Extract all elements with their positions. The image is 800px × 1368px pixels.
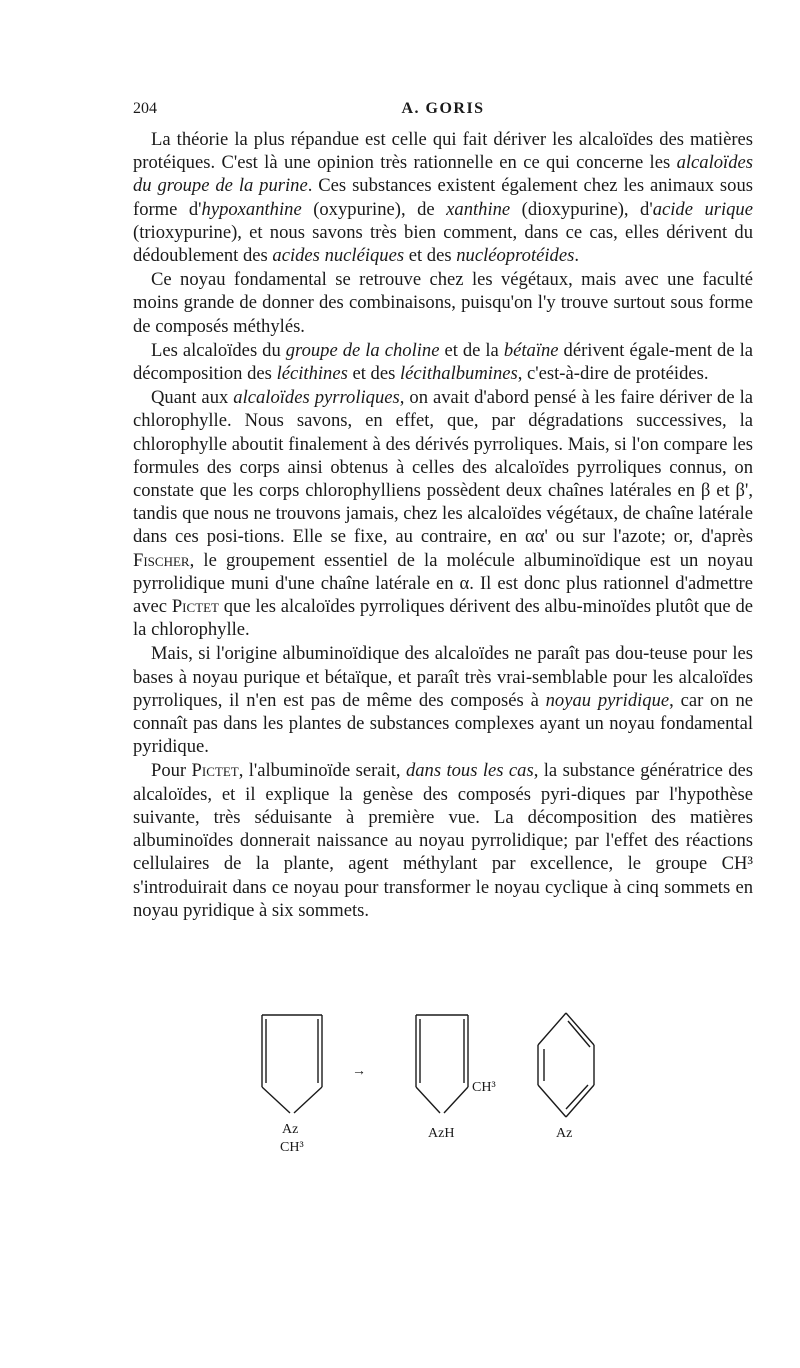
text-run: et des [404, 245, 457, 267]
ring1-atom-label: Az [282, 1122, 299, 1137]
text-run: et de la [439, 339, 504, 361]
text-run: La théorie la plus répandue est celle qui fait dériver les alcaloïdes des matières protéiques. C'est là une opinion très rationnelle en ce qui concerne les [133, 129, 753, 174]
text-run: Pour [151, 760, 192, 782]
text-run: . [574, 245, 579, 267]
text-run: , car on ne connaît pas dans les plantes de substances complexes ayant un noyau fondamental pyridique. [133, 689, 754, 758]
text-run: , le groupement essentiel de la molécule albuminoïdique est un noyau pyrrolidique muni d'une chaîne latérale en α. Il est donc plus rationnel d'admettre avec [133, 549, 753, 618]
text-run: , c'est-à-dire de protéides. [517, 363, 709, 385]
ring-transformation-figure [230, 995, 630, 1165]
pyrrole-ring-structure [262, 1015, 322, 1113]
body-text [133, 128, 753, 922]
italic-term: lécithines [276, 363, 348, 385]
ring2-substituent-label: CH³ [472, 1080, 496, 1095]
italic-term: hypoxanthine [201, 198, 302, 220]
author-name: Pictet [171, 596, 219, 618]
text-run: (oxypurine), de [301, 198, 447, 220]
italic-term: groupe de la choline [285, 339, 440, 361]
text-run: (dioxypurine), d' [510, 198, 653, 220]
text-run: et des [347, 363, 400, 385]
ring1-substituent-label: CH³ [280, 1140, 304, 1155]
author-name: Pictet [191, 760, 239, 782]
text-run: , l'albuminoïde serait, [238, 760, 406, 782]
text-run: Mais, si l'origine albuminoïdique des alcaloïdes ne paraît pas dou-teuse pour les bases à noyau purique et bétaïque, et paraît très vrai-semblable pour les alcaloïdes pyrroliques, il n'en est pas de même des composés à [133, 643, 753, 711]
italic-term: alcaloïdes pyrroliques [233, 387, 400, 409]
italic-term: bétaïne [503, 339, 559, 361]
text-run: dérivent égale-ment de la décomposition des [133, 339, 753, 385]
paragraph [133, 642, 753, 758]
paragraph [133, 339, 753, 385]
text-run: , la substance génératrice des alcaloïdes, et il explique la genèse des composés pyri-diques par l'hypothèse suivante, très séduisante à première vue. La décomposition des matières albuminoïdes donnerait naissance au noyau pyrrolidique; par l'effet des réactions cellulaires de la plante, agent méthylant par excellence, le groupe CH³ s'introduirait dans ce noyau pour transformer le noyau cyclique à cinq sommets en noyau pyridique à six sommets. [133, 760, 754, 921]
text-run: Les alcaloïdes du [151, 339, 286, 361]
author-name: Fischer [133, 549, 190, 571]
italic-term: acide urique [652, 198, 753, 220]
text-run: , on avait d'abord pensé à les faire dériver de la chlorophylle. Nous savons, en effet, que, par dégradations successives, la chlorophylle aboutit finalement à des dérivés pyrroliques. Mais, si l'on compare les formules des corps ainsi obtenus à celles des alcaloïdes pyrroliques connus, on constate que les corps chlorophylliens possèdent deux chaînes latérales en β et β', tandis que nous ne trouvons jamais, chez les alcaloïdes végétaux, de chaîne latérale dans ces posi-tions. Elle se fixe, au contraire, en αα' ou sur l'azote; or, d'après [133, 387, 753, 548]
italic-term: dans tous les cas [405, 760, 534, 782]
italic-term: noyau pyridique [545, 689, 670, 711]
page-header [133, 100, 753, 124]
ring3-atom-label: Az [556, 1126, 573, 1141]
ring2-atom-label: AzH [428, 1126, 455, 1141]
paragraph [133, 386, 753, 641]
text-run: que les alcaloïdes pyrroliques dérivent des albu-minoïdes plutôt que de la chlorophylle. [133, 596, 753, 641]
italic-term: xanthine [446, 198, 511, 220]
pyrrolidine-ring-structure [416, 1015, 468, 1113]
text-run: (trioxypurine), et nous savons très bien comment, dans ce cas, elles dérivent du dédoublement des [133, 221, 753, 267]
chemical-diagram [230, 995, 630, 1165]
italic-term: lécithalbumines [400, 363, 518, 385]
text-run: Ce noyau fondamental se retrouve chez les végétaux, mais avec une faculté moins grande de donner des combinaisons, puisqu'on l'y trouve surtout sous forme de composés méthylés. [133, 269, 753, 337]
italic-term: alcaloïdes du groupe de la purine [133, 152, 753, 197]
page-number: 204 [133, 100, 157, 117]
running-head: A. GORIS [401, 100, 485, 117]
paragraph [133, 759, 753, 921]
text-run: Quant aux [151, 387, 234, 409]
text-run: . Ces substances existent également chez les animaux sous forme d' [133, 175, 753, 220]
italic-term: nucléoprotéides [456, 245, 575, 267]
paragraph [133, 128, 753, 267]
arrow-symbol: → [352, 1064, 366, 1079]
italic-term: acides nucléiques [272, 245, 405, 267]
paragraph [133, 268, 753, 338]
pyridine-ring-structure [538, 1013, 594, 1117]
